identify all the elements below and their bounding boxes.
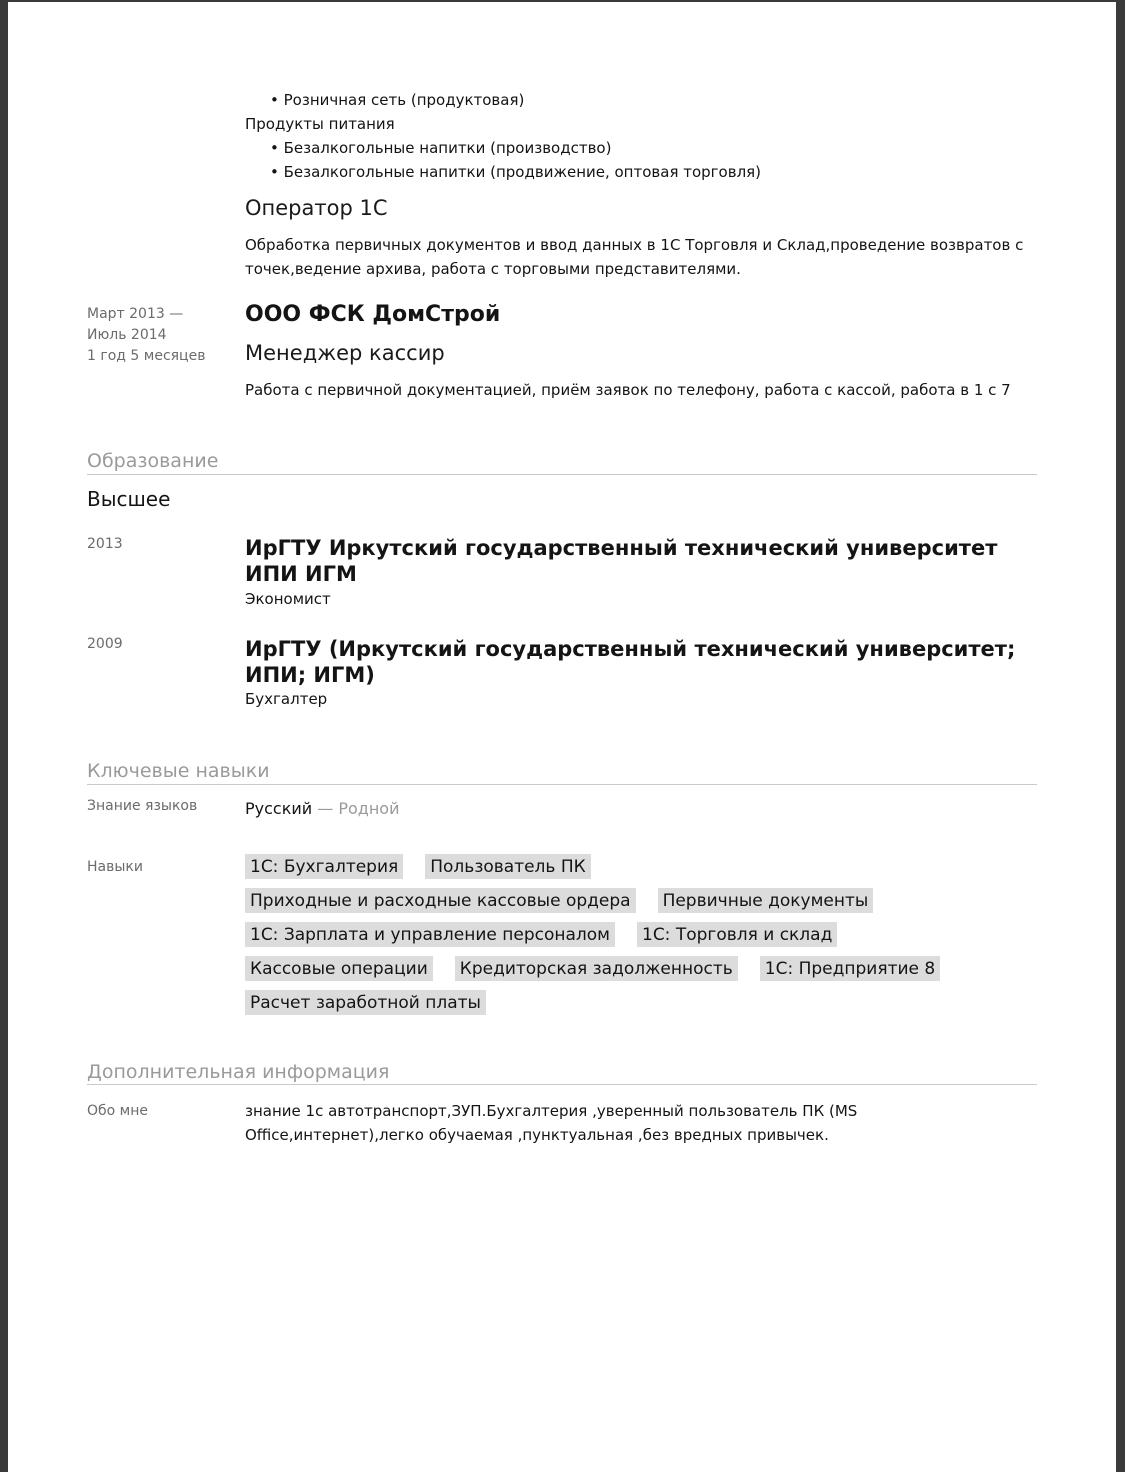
resume-page [8,2,1116,1472]
education-specialty: Экономист [245,590,331,608]
education-year: 2013 [87,536,123,552]
education-institution: ИрГТУ (Иркутский государственный технический университет; ИПИ; ИГМ) [245,637,1016,687]
skill-tag-row [245,990,1065,1024]
industry-group: Продукты питания [245,115,395,133]
position-title: Оператор 1С [245,196,388,220]
section-title-skills: Ключевые навыки [87,760,270,782]
education-year: 2009 [87,636,123,652]
skill-tag: Расчет заработной платы [245,990,486,1015]
skill-tag: 1С: Предприятие 8 [760,956,940,981]
education-institution: ИрГТУ Иркутский государственный технический университет ИПИ ИГМ [245,536,998,586]
language-entry [245,799,400,818]
industry-item: • Безалкогольные напитки (продвижение, оптовая торговля) [270,163,762,181]
section-divider [87,1084,1037,1085]
about-text: знание 1с автотранспорт,ЗУП.Бухгалтерия ,уверенный пользователь ПК (MS Office,интернет),легко обучаемая ,пунктуальная ,без вредных привычек. [245,1102,858,1144]
section-title-additional: Дополнительная информация [87,1061,390,1083]
position-title: Менеджер кассир [245,341,445,365]
section-divider [87,784,1037,785]
skill-tag: 1С: Бухгалтерия [245,854,403,879]
section-title-education: Образование [87,450,219,472]
skill-tag-row [245,922,1065,956]
job-duration: 1 год 5 месяцев [87,348,206,364]
industry-item: • Розничная сеть (продуктовая) [270,91,525,109]
skills-label: Навыки [87,859,143,875]
skill-tag: Кассовые операции [245,956,433,981]
skill-tag-row [245,854,1065,888]
industry-item: • Безалкогольные напитки (производство) [270,139,612,157]
language-name: Русский [245,799,313,818]
skill-tag: Кредиторская задолженность [455,956,738,981]
skill-tag: Первичные документы [658,888,874,913]
skill-tag-row [245,888,1065,922]
skill-tags [245,854,1065,1024]
company-name: ООО ФСК ДомСтрой [245,302,501,327]
section-divider [87,474,1037,475]
skill-tag: Пользователь ПК [425,854,590,879]
languages-label: Знание языков [87,798,198,814]
job-date-end: Июль 2014 [87,327,167,343]
skill-tag-row [245,956,1065,990]
skill-tag: 1С: Зарплата и управление персоналом [245,922,615,947]
job-description: Работа с первичной документацией, приём заявок по телефону, работа с кассой, работа в 1 с 7 [245,381,1011,399]
job-date-start: Март 2013 — [87,306,184,322]
about-label: Обо мне [87,1103,148,1119]
education-level: Высшее [87,487,171,511]
education-specialty: Бухгалтер [245,690,328,708]
language-level: — Родной [312,799,400,818]
job-description: Обработка первичных документов и ввод данных в 1С Торговля и Склад,проведение возвратов с точек,ведение архива, работа с торговыми представителями. [245,236,1024,278]
skill-tag: Приходные и расходные кассовые ордера [245,888,636,913]
skill-tag: 1С: Торговля и склад [637,922,837,947]
